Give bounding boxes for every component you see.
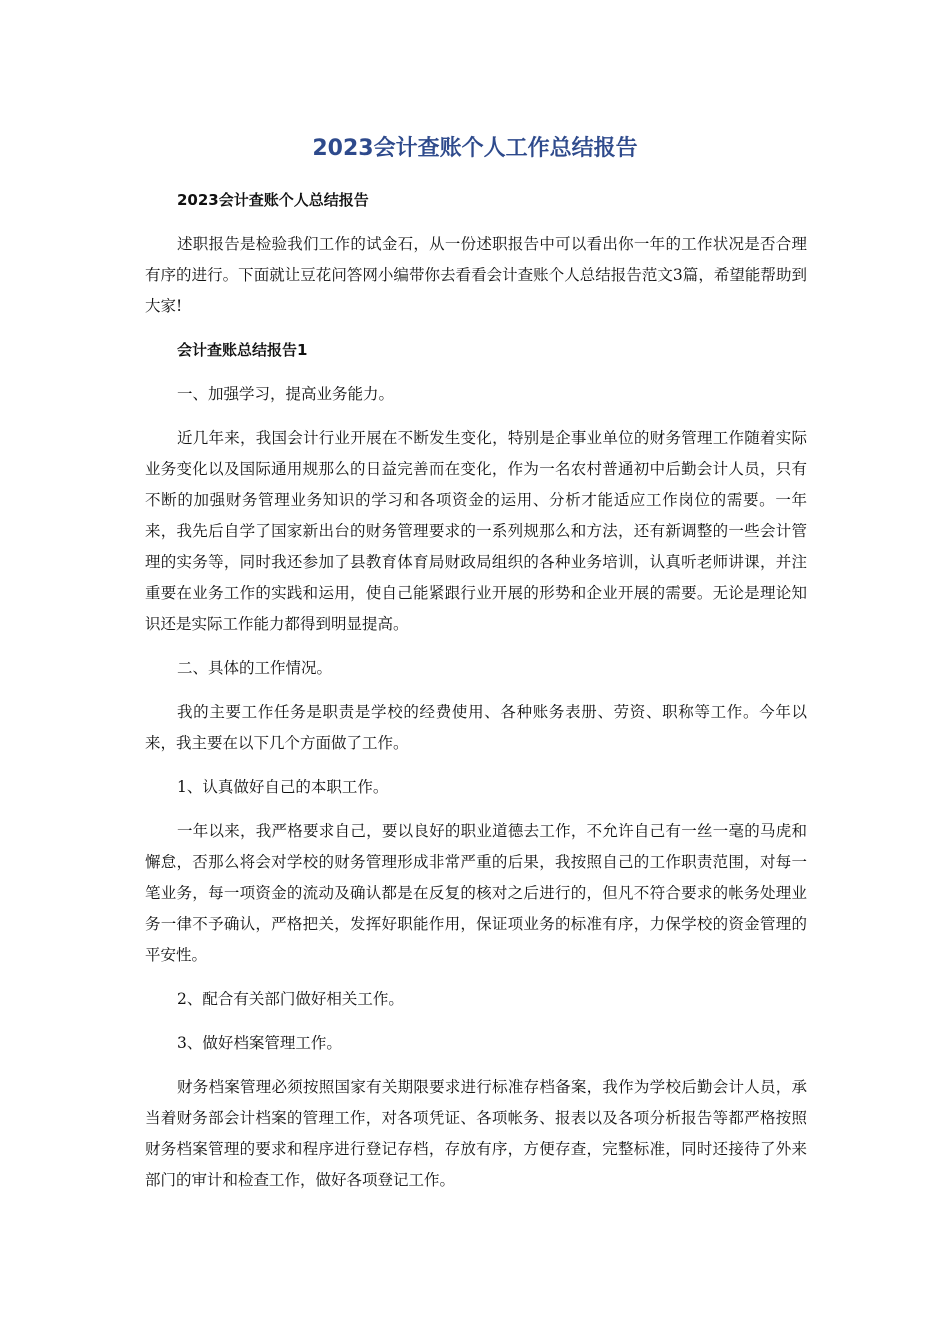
document-body	[145, 185, 807, 1196]
item-paragraph: 我的主要工作任务是职责是学校的经费使用、各种账务表册、劳资、职称等工作。今年以来，我主要在以下几个方面做了工作。	[145, 703, 807, 752]
item-heading: 二、具体的工作情况。	[177, 659, 333, 677]
subitem-heading: 3、做好档案管理工作。	[177, 1034, 342, 1052]
subitem-paragraph: 财务档案管理必须按照国家有关期限要求进行标准存档备案，我作为学校后勤会计人员，承当着财务部会计档案的管理工作，对各项凭证、各项帐务、报表以及各项分析报告等都严格按照财务档案管理的要求和程序进行登记存档，存放有序，方便存查，完整标准，同时还接待了外来部门的审计和检查工作，做好各项登记工作。	[145, 1078, 807, 1189]
item-paragraph: 近几年来，我国会计行业开展在不断发生变化，特别是企事业单位的财务管理工作随着实际业务变化以及国际通用规那么的日益完善而在变化，作为一名农村普通初中后勤会计人员，只有不断的加强财务管理业务知识的学习和各项资金的运用、分析才能适应工作岗位的需要。一年来，我先后自学了国家新出台的财务管理要求的一系列规那么和方法，还有新调整的一些会计管理的实务等，同时我还参加了县教育体育局财政局组织的各种业务培训，认真听老师讲课，并注重要在业务工作的实践和运用，使自己能紧跟行业开展的形势和企业开展的需要。无论是理论知识还是实际工作能力都得到明显提高。	[145, 429, 807, 633]
document-title: 2023会计查账个人工作总结报告	[312, 136, 638, 161]
item-heading: 一、加强学习，提高业务能力。	[177, 385, 395, 403]
subitem-heading: 1、认真做好自己的本职工作。	[177, 778, 389, 796]
intro-paragraph: 述职报告是检验我们工作的试金石，从一份述职报告中可以看出你一年的工作状况是否合理有序的进行。下面就让豆花问答网小编带你去看看会计查账个人总结报告范文3篇，希望能帮助到大家!	[145, 235, 807, 315]
section-heading: 会计查账总结报告1	[177, 341, 308, 359]
subitem-heading: 2、配合有关部门做好相关工作。	[177, 990, 404, 1008]
document-subtitle: 2023会计查账个人总结报告	[177, 191, 369, 209]
subitem-paragraph: 一年以来，我严格要求自己，要以良好的职业道德去工作，不允许自己有一丝一毫的马虎和懈怠，否那么将会对学校的财务管理形成非常严重的后果，我按照自己的工作职责范围，对每一笔业务，每一项资金的流动及确认都是在反复的核对之后进行的，但凡不符合要求的帐务处理业务一律不予确认，严格把关，发挥好职能作用，保证项业务的标准有序，力保学校的资金管理的平安性。	[145, 822, 807, 964]
